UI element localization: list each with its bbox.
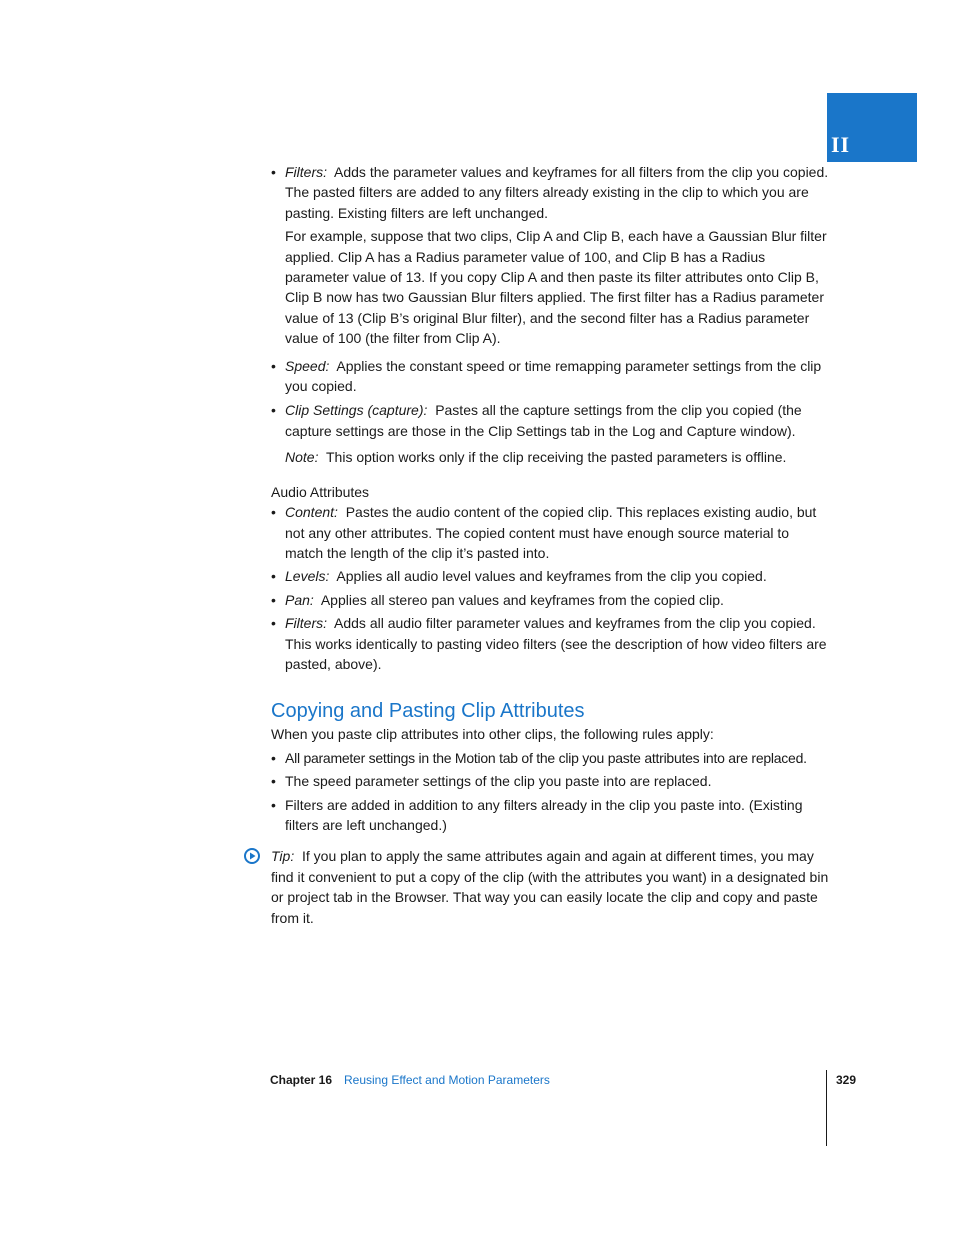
part-tab-label: II (831, 132, 851, 157)
tip-text: If you plan to apply the same attributes again and again at different times, you may find it convenient to put a copy of the clip (with the attributes you want) in a designated bin or project tab in the Browser. That way you can easily locate the clip and copy and paste from it. (271, 848, 829, 926)
tip-body (271, 846, 831, 928)
tip (271, 846, 831, 928)
list-item-audio-pan (271, 590, 831, 610)
item-text: Applies all audio level values and keyframes from the clip you copied. (336, 568, 767, 585)
item-text: Adds all audio filter parameter values and keyframes from the clip you copied. This works identically to pasting video filters (see the description of how video filters are pasted, above). (285, 615, 827, 672)
item-label: Filters: (285, 164, 327, 180)
page-number: 329 (836, 1073, 857, 1087)
item-text: Pastes the audio content of the copied clip. This replaces existing audio, but not any other attributes. The copied content must have enough source material to match the length of the clip it’s pasted into. (285, 504, 817, 561)
item-text: Applies the constant speed or time remapping parameter settings from the clip you copied. (285, 357, 822, 395)
item-label: Content: (285, 504, 338, 521)
section-intro: When you paste clip attributes into other clips, the following rules apply: (271, 726, 714, 743)
audio-attributes-heading: Audio Attributes (271, 483, 370, 500)
note (271, 447, 831, 467)
list-item-audio-filters (271, 613, 831, 674)
filters-example: For example, suppose that two clips, Clip A and Clip B, each have a Gaussian Blur filter applied. Clip A has a Radius parameter value of 100, and Clip B has a Radius parameter value of 13. If you copy Clip A and then paste its filter attributes onto Clip B, Clip B now has two Gaussian Blur filters applied. The first filter has a Radius parameter value of 13 (Clip B’s original Blur filter), and the second filter has a Radius parameter value of 100 (the filter from Clip A). (285, 228, 827, 347)
item-label: Speed: (285, 357, 330, 374)
footer-chapter-title: Reusing Effect and Motion Parameters (344, 1073, 550, 1087)
list-item-filters (271, 162, 831, 223)
item-label: Levels: (285, 568, 330, 585)
tip-label: Tip: (271, 848, 295, 865)
footer-chapter: Chapter 16 (270, 1073, 333, 1087)
list-item-speed (271, 356, 831, 397)
item-label: Clip Settings (capture): (285, 402, 428, 419)
part-tab (827, 93, 917, 162)
note-text: This option works only if the clip receiving the pasted parameters is offline. (326, 449, 787, 466)
list-item-audio-content (271, 502, 831, 563)
list-item-rule: • All parameter settings in the Motion tab of the clip you paste attributes into are replaced. (271, 748, 831, 768)
page-content (271, 162, 831, 928)
note-label: Note: (285, 449, 319, 466)
item-text: Applies all stereo pan values and keyframes from the copied clip. (320, 591, 724, 608)
section-heading: Copying and Pasting Clip Attributes (271, 700, 585, 723)
footer-divider (826, 1070, 827, 1146)
item-label: Pan: (285, 591, 314, 608)
list-item-rule: • Filters are added in addition to any filters already in the clip you paste into. (Existing filters are left unchanged.) (271, 795, 831, 836)
list-item-audio-levels (271, 566, 831, 586)
item-text: Adds the parameter values and keyframes for all filters from the clip you copied. The pasted filters are added to any filters already existing in the clip to which you are pasting. Existing filters are left unchanged. (285, 164, 829, 221)
list-item-rule: • The speed parameter settings of the clip you paste into are replaced. (271, 771, 831, 791)
item-text: Pastes all the capture settings from the clip you copied (the capture settings are those in the Clip Settings tab in the Log and Capture window). (285, 402, 802, 439)
tip-arrow-icon (244, 848, 260, 864)
list-item-clip-settings (271, 400, 831, 441)
item-label: Filters: (285, 615, 327, 632)
